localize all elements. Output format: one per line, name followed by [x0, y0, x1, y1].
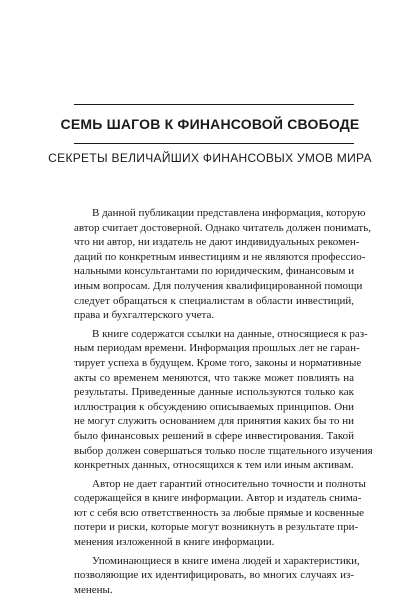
- text-line: следует обращаться к специалистам в области инвестиций,: [74, 294, 354, 307]
- text-line: В книге содержатся ссылки на данные, относящиеся к раз-: [92, 327, 368, 340]
- text-line: менены.: [74, 583, 113, 596]
- text-line: не могут служить основанием для принятия каких бы то ни: [74, 415, 354, 428]
- text-line: содержащейся в книге информации. Автор и издатель снима-: [74, 492, 362, 505]
- text-line: Упоминающиеся в книге имена людей и характеристики,: [92, 554, 360, 567]
- text-line: ным периодам времени. Информация прошлых лет не гаран-: [74, 342, 360, 355]
- text-line: даций по конкретным инвестициям и не являются профессио-: [74, 250, 366, 263]
- disclaimer-text: [74, 206, 373, 601]
- text-line: права и бухгалтерского учета.: [74, 309, 215, 322]
- text-line: нальными консультантами по юридическим, финансовым и: [74, 265, 355, 278]
- text-line: Автор не дает гарантий относительно точности и полноты: [92, 477, 366, 490]
- text-line: В данной публикации представлена информация, которую: [92, 207, 366, 219]
- paragraph: [74, 206, 371, 323]
- text-line: позволяющие их идентифицировать, во многих случаях из-: [74, 569, 354, 582]
- text-line: иным вопросам. Для получения квалифицированной помощи: [74, 279, 363, 292]
- title-divider: [74, 143, 354, 144]
- paragraph: [74, 477, 366, 550]
- text-line: что ни автор, ни издатель не дают индивидуальных рекомен-: [74, 236, 360, 249]
- text-line: результаты. Приведенные данные используются только как: [74, 386, 354, 399]
- book-title: СЕМЬ ШАГОВ К ФИНАНСОВОЙ СВОБОДЕ: [60, 116, 360, 132]
- text-line: потери и риски, которые могут возникнуть в результате при-: [74, 521, 359, 534]
- text-line: акты со временем меняются, что также может повлиять на: [74, 371, 354, 384]
- paragraph: [74, 327, 373, 473]
- text-line: иллюстрация к обсуждению описываемых принципов. Они: [74, 400, 354, 413]
- text-line: автор считает достоверной. Однако читатель должен понимать,: [74, 221, 371, 234]
- book-subtitle: СЕКРЕТЫ ВЕЛИЧАЙШИХ ФИНАНСОВЫХ УМОВ МИРА: [48, 151, 372, 165]
- text-line: конкретных данных, относящихся к тем или иным активам.: [74, 459, 354, 472]
- text-line: было финансовых решений в сфере инвестирования. Такой: [74, 429, 354, 442]
- text-line: менения изложенной в книге информации.: [74, 536, 275, 549]
- text-line: ют с себя всю ответственность за любые прямые и косвенные: [74, 506, 364, 519]
- text-line: выбор должен совершаться только после тщательного изучения: [74, 444, 373, 457]
- paragraph: [74, 554, 360, 598]
- text-line: тирует успеха в будущем. Кроме того, законы и нормативные: [74, 356, 362, 369]
- top-divider: [74, 104, 354, 105]
